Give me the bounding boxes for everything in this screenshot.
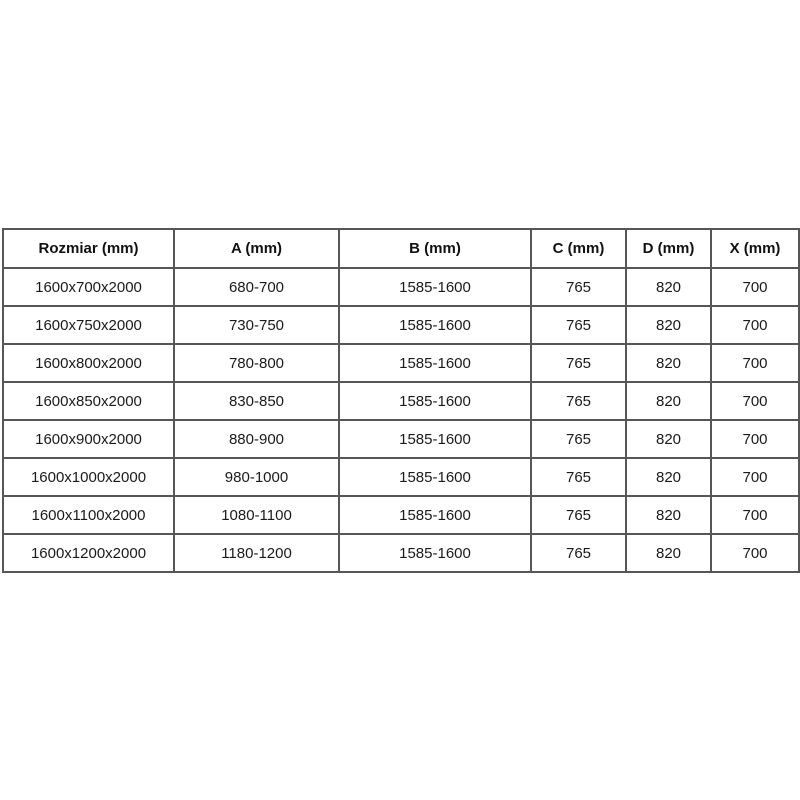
table-cell: 1585-1600 (339, 344, 531, 382)
table-cell: 880-900 (174, 420, 339, 458)
column-header-a: A (mm) (174, 229, 339, 268)
table-cell: 820 (626, 268, 711, 306)
table-cell: 1600x1100x2000 (3, 496, 174, 534)
table-cell: 765 (531, 496, 626, 534)
table-cell: 1585-1600 (339, 306, 531, 344)
table-cell: 820 (626, 344, 711, 382)
table-cell: 1600x850x2000 (3, 382, 174, 420)
table-cell: 1600x800x2000 (3, 344, 174, 382)
table-cell: 700 (711, 268, 799, 306)
table-cell: 765 (531, 306, 626, 344)
table-cell: 1180-1200 (174, 534, 339, 572)
table-cell: 700 (711, 344, 799, 382)
table-cell: 1585-1600 (339, 458, 531, 496)
table-cell: 1600x900x2000 (3, 420, 174, 458)
table-header (3, 229, 799, 268)
table-cell: 765 (531, 458, 626, 496)
table-cell: 820 (626, 420, 711, 458)
table-cell: 1600x1000x2000 (3, 458, 174, 496)
column-header-c: C (mm) (531, 229, 626, 268)
table-cell: 765 (531, 382, 626, 420)
table-header-row (3, 229, 799, 268)
table-cell: 1080-1100 (174, 496, 339, 534)
table-row (3, 496, 799, 534)
table-cell: 765 (531, 344, 626, 382)
column-header-x: X (mm) (711, 229, 799, 268)
table-cell: 1600x1200x2000 (3, 534, 174, 572)
table-cell: 1600x700x2000 (3, 268, 174, 306)
table-cell: 730-750 (174, 306, 339, 344)
column-header-b: B (mm) (339, 229, 531, 268)
table-cell: 980-1000 (174, 458, 339, 496)
table-cell: 700 (711, 534, 799, 572)
table-cell: 820 (626, 496, 711, 534)
table-cell: 1585-1600 (339, 534, 531, 572)
table-cell: 820 (626, 306, 711, 344)
table-cell: 765 (531, 420, 626, 458)
table-cell: 1585-1600 (339, 382, 531, 420)
table-cell: 700 (711, 458, 799, 496)
table-cell: 765 (531, 534, 626, 572)
table-cell: 700 (711, 306, 799, 344)
table-cell: 700 (711, 420, 799, 458)
table-row (3, 534, 799, 572)
table-row (3, 382, 799, 420)
table-cell: 680-700 (174, 268, 339, 306)
table-cell: 780-800 (174, 344, 339, 382)
table-cell: 1585-1600 (339, 420, 531, 458)
table-cell: 700 (711, 382, 799, 420)
table-row (3, 458, 799, 496)
column-header-d: D (mm) (626, 229, 711, 268)
table-cell: 765 (531, 268, 626, 306)
table-cell: 1600x750x2000 (3, 306, 174, 344)
table-body (3, 268, 799, 572)
table-cell: 820 (626, 534, 711, 572)
table-cell: 700 (711, 496, 799, 534)
table-row (3, 344, 799, 382)
table-cell: 1585-1600 (339, 496, 531, 534)
table-cell: 1585-1600 (339, 268, 531, 306)
table-cell: 820 (626, 382, 711, 420)
table-cell: 820 (626, 458, 711, 496)
table-row (3, 306, 799, 344)
column-header-rozmiar: Rozmiar (mm) (3, 229, 174, 268)
table-row (3, 420, 799, 458)
dimensions-table (2, 228, 800, 573)
table-row (3, 268, 799, 306)
table-cell: 830-850 (174, 382, 339, 420)
